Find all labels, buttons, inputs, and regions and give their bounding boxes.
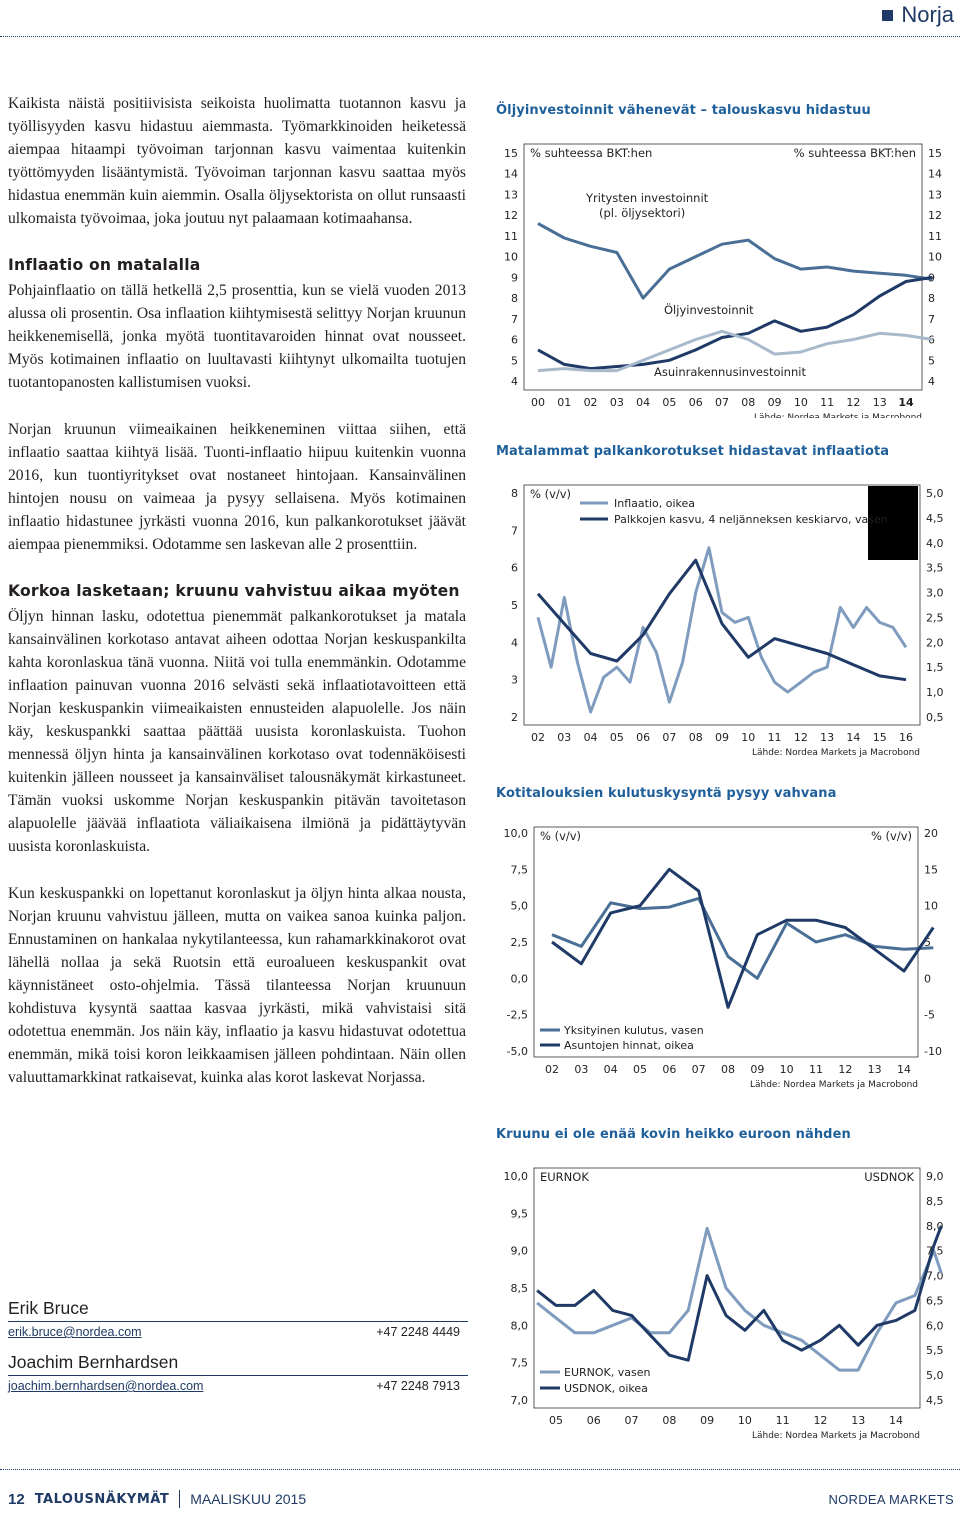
chart-oil-investment — [496, 103, 954, 423]
y-tick-label-right: 4 — [928, 375, 935, 388]
y-tick-label-right: 3,5 — [926, 561, 944, 575]
x-tick-label: 02 — [545, 1063, 559, 1076]
author-phone: +47 2248 7913 — [376, 1379, 460, 1393]
chart-title: Kruunu ei ole enää kovin heikko euroon nähden — [496, 1127, 851, 1142]
x-tick-label: 03 — [557, 731, 572, 744]
x-tick-label: 05 — [633, 1063, 647, 1076]
y-tick-label-left: 10 — [504, 250, 518, 264]
chart-svg — [496, 801, 954, 1091]
author-name: Erik Bruce — [8, 1298, 468, 1322]
x-tick-label: 14 — [898, 396, 914, 409]
y-tick-label-left: 9 — [511, 271, 518, 285]
x-tick-label: 11 — [767, 731, 782, 744]
paragraph-5: Kun keskuspankki on lopettanut koronlaskut ja öljyn hinta alkaa nousta, Norjan kruunu vahvistuu jälleen, mutta on vaikea sanoa kuinka paljon. Ennustaminen on hankalaa nykytilanteessa, kun rahamarkkinakorot ovat lähellä nollaa ja sekä Ruotsin että euroalueen keskuspankit ovat käynnistäneet osto-ohjelmia. Tässä tilanteessa Norjan kruunuun kohdistuva kysyntä saattaa kasvaa jyrkästi, mikä vahvistaisi sitä odotettua enemmän. Jos näin käy, inflaatio ja kasvu hidastuvat odotettua enemmän, mikä toisi koron leikkaamisen jälleen pohdintaan. Näin ollen valuuttamarkkinat ratkaisevat, kuinka alas korot laskevat Norjassa. — [8, 885, 466, 1086]
author-block-2 — [8, 1352, 468, 1393]
y-tick-label-right: 7 — [928, 312, 935, 326]
legend-label: Asuntojen hinnat, oikea — [564, 1039, 694, 1052]
legend-label: Yksityinen kulutus, vasen — [564, 1024, 704, 1037]
header-divider — [0, 36, 960, 37]
left-axis-unit: EURNOK — [540, 1170, 589, 1184]
x-tick-label: 10 — [779, 1063, 794, 1076]
y-tick-label-right: 5 — [924, 936, 931, 949]
x-tick-label: 05 — [662, 396, 677, 409]
chart-title: Öljyinvestoinnit vähenevät – talouskasvu hidastuu — [496, 103, 871, 118]
issue-date: MAALISKUU 2015 — [190, 1491, 307, 1507]
y-tick-label-left: 13 — [504, 188, 518, 202]
plot-frame — [524, 144, 922, 390]
x-tick-label: 10 — [737, 1414, 752, 1427]
y-tick-label-right: 3,0 — [926, 586, 944, 600]
y-tick-label-right: 15 — [928, 147, 942, 160]
y-tick-label-left: 14 — [504, 167, 518, 181]
y-tick-label-left: 2 — [511, 711, 518, 724]
x-tick-label: 11 — [820, 396, 835, 409]
right-axis-unit: USDNOK — [864, 1170, 914, 1184]
y-tick-label-left: 8,5 — [510, 1282, 528, 1295]
chart-household-consumption — [496, 786, 954, 1096]
page-footer — [8, 1490, 954, 1508]
y-tick-label-left: 5,0 — [510, 899, 528, 913]
chart-svg — [496, 459, 954, 764]
y-tick-label-left: 3 — [511, 673, 518, 687]
x-tick-label: 06 — [662, 1063, 677, 1076]
y-tick-label-left: 10,0 — [503, 1170, 528, 1183]
author-email-link[interactable]: erik.bruce@nordea.com — [8, 1325, 142, 1339]
paragraph-2: Pohjainflaatio on tällä hetkellä 2,5 prosenttia, kun se vielä vuoden 2013 alussa oli prosentin. Osa inflaation kiihtymisestä selittyy Norjan kruunun heikkenemisellä, jonka myötä tuontitavaroiden hinnat ovat nousseet. Myös kotimainen inflaatio on luultavasti kiihtynyt ulkomailta tuotujen tuotantopanosten kallistumisen vuoksi. — [8, 282, 466, 391]
x-tick-label: 10 — [741, 731, 756, 744]
y-tick-label-left: 15 — [504, 147, 518, 160]
chart-title: Matalammat palkankorotukset hidastavat inflaatiota — [496, 444, 890, 459]
author-email-link[interactable]: joachim.bernhardsen@nordea.com — [8, 1379, 204, 1393]
x-tick-label: 08 — [688, 731, 703, 744]
y-tick-label-left: 0,0 — [510, 972, 528, 986]
left-axis-unit: % suhteessa BKT:hen — [530, 146, 653, 160]
y-tick-label-right: 11 — [928, 229, 942, 243]
y-tick-label-left: 11 — [504, 229, 518, 243]
y-tick-label-left: 5 — [511, 599, 518, 612]
y-tick-label-right: 8,0 — [926, 1219, 944, 1233]
y-tick-label-left: 7 — [511, 524, 518, 538]
x-tick-label: 05 — [549, 1414, 563, 1427]
article-column — [8, 92, 466, 1089]
legend-label: Inflaatio, oikea — [614, 497, 695, 510]
paragraph-4: Öljyn hinnan lasku, odotettua pienemmät palkankorotukset ja matala kansainvälinen korkotaso antavat aiheen odottaa Norjan keskuspankilta kahta koronlaskua tänä vuonna. Niitä voi tulla enemmänkin. Odotamme inflaation painuvan vuonna 2016 selvästi sekä inflaatiotavoitteen että Norjan keskuspankin viimeaikaisten ennusteiden alapuolelle. Jos näin käy, keskuspankki saattaa päättää uusista koronlaskuista. Tuohon mennessä öljyn hinta ja kansainvälinen korkotaso ovat todennäköisesti kuitenkin jälleen nousseet ja kansainväliset talousnäkymät kirkastuneet. Tämän vuoksi uskomme Norjan keskuspankin pitävän tavoitetason alapuolelle jäävää inflaatiota väliaikaisena ilmiönä ja pidättäytyvän uusista koronlaskuista. — [8, 608, 466, 855]
country-label: Norja — [901, 2, 954, 27]
section-heading-inflation: Inflaatio on matalalla — [8, 256, 201, 274]
y-tick-label-left: -5,0 — [506, 1045, 528, 1058]
x-tick-label: 07 — [624, 1414, 639, 1427]
y-tick-label-left: 7,5 — [510, 1356, 528, 1370]
series-line-2 — [538, 277, 932, 368]
y-tick-label-right: 6,5 — [926, 1294, 944, 1308]
y-tick-label-right: 8,5 — [926, 1194, 944, 1208]
series-line-1 — [552, 898, 933, 978]
y-tick-label-right: 20 — [924, 827, 938, 840]
y-tick-label-right: 8 — [928, 292, 935, 306]
page-number: 12 — [8, 1490, 25, 1508]
y-tick-label-right: 10 — [928, 250, 942, 264]
series-label: Öljyinvestoinnit — [664, 303, 754, 317]
chart-title: Kotitalouksien kulutuskysyntä pysyy vahvana — [496, 786, 837, 801]
x-tick-label: 16 — [899, 731, 913, 744]
x-tick-label: 13 — [867, 1063, 882, 1076]
paragraph-3: Norjan kruunun viimeaikainen heikkeneminen viittaa siihen, että inflaatio saattaa kiihtyä lisää. Tuonti-inflaatio hiipuu kuitenkin vuonna 2016, kun tuontiyritykset ovat nostaneet hintojaan. Kansainvälinen hintojen nousu on vaimeaa ja pysyy sellaisena. Myös kotimainen inflaatio hidastunee jyrkästi vuonna 2016, kun palkankorotukset jäävät aiempaa pienemmiksi. Odotamme sen laskevan alle 2 prosenttiin. — [8, 421, 466, 553]
x-tick-label: 10 — [793, 396, 808, 409]
y-tick-label-left: 8 — [511, 487, 518, 500]
x-tick-label: 09 — [767, 396, 782, 409]
x-tick-label: 07 — [662, 731, 677, 744]
y-tick-label-right: 0 — [924, 972, 931, 986]
y-tick-label-right: 9 — [928, 271, 935, 285]
left-axis-unit: % (v/v) — [540, 829, 582, 843]
y-tick-label-left: 8,0 — [510, 1319, 528, 1333]
y-tick-label-left: 4 — [511, 636, 518, 650]
series-line-1 — [538, 548, 906, 712]
x-tick-label: 01 — [557, 396, 572, 409]
source-note: Lähde: Nordea Markets ja Macrobond — [751, 1431, 920, 1441]
x-tick-label: 07 — [691, 1063, 706, 1076]
y-tick-label-left: -2,5 — [506, 1008, 528, 1022]
x-tick-label: 08 — [662, 1414, 677, 1427]
right-axis-unit: % suhteessa BKT:hen — [793, 146, 916, 160]
x-tick-label: 13 — [851, 1414, 866, 1427]
y-tick-label-right: 0,5 — [926, 711, 944, 724]
source-note: Lähde: Nordea Markets ja Macrobond — [749, 1080, 918, 1090]
x-tick-label: 11 — [775, 1414, 790, 1427]
author-contact — [8, 1379, 468, 1393]
x-tick-label: 03 — [609, 396, 624, 409]
x-tick-label: 12 — [793, 731, 808, 744]
y-tick-label-right: 2,5 — [926, 611, 944, 625]
y-tick-label-left: 6 — [511, 561, 518, 575]
x-tick-label: 14 — [897, 1063, 911, 1076]
author-contact — [8, 1325, 468, 1339]
series-label: Yritysten investoinnit — [586, 191, 709, 205]
y-tick-label-left: 8 — [511, 292, 518, 306]
y-tick-label-right: 7,0 — [926, 1269, 944, 1283]
x-tick-label: 13 — [820, 731, 835, 744]
square-icon — [882, 10, 893, 21]
footer-divider — [0, 1469, 960, 1470]
country-tag — [882, 2, 954, 28]
series-line-2 — [537, 1226, 941, 1360]
y-tick-label-right: 2,0 — [926, 636, 944, 650]
x-tick-label: 11 — [809, 1063, 823, 1076]
source-note: Lähde: Nordea Markets ja Macrobond — [751, 748, 920, 758]
x-tick-label: 02 — [583, 396, 598, 409]
legend-label: Palkkojen kasvu, 4 neljänneksen keskiarvo, vasen — [614, 513, 888, 526]
y-tick-label-right: 6,0 — [926, 1319, 944, 1333]
chart-svg — [496, 1142, 954, 1442]
y-tick-label-right: 1,0 — [926, 686, 944, 700]
x-tick-label: 04 — [603, 1063, 618, 1076]
x-tick-label: 06 — [636, 731, 651, 744]
y-tick-label-right: 5,0 — [926, 487, 944, 500]
x-tick-label: 09 — [750, 1063, 765, 1076]
chart-krone-euro — [496, 1127, 954, 1447]
y-tick-label-left: 7 — [511, 312, 518, 326]
y-tick-label-left: 4 — [511, 375, 518, 388]
x-tick-label: 07 — [715, 396, 729, 409]
y-tick-label-right: 7,5 — [926, 1244, 944, 1258]
series-line-2 — [538, 560, 906, 680]
y-tick-label-left: 12 — [504, 209, 518, 223]
y-tick-label-right: 4,0 — [926, 536, 944, 550]
brand-name: NORDEA MARKETS — [828, 1491, 954, 1507]
legend-label: USDNOK, oikea — [564, 1382, 648, 1395]
x-tick-label: 09 — [715, 731, 729, 744]
y-tick-label-right: 5,0 — [926, 1369, 944, 1383]
y-tick-label-right: 15 — [924, 863, 938, 877]
x-tick-label: 15 — [872, 731, 887, 744]
x-tick-label: 00 — [531, 396, 545, 409]
y-tick-label-left: 5 — [511, 354, 518, 368]
y-tick-label-left: 9,5 — [510, 1207, 528, 1221]
x-tick-label: 04 — [636, 396, 651, 409]
y-tick-label-right: 1,5 — [926, 661, 944, 675]
y-tick-label-right: -5 — [924, 1008, 935, 1022]
chart-wages-inflation — [496, 444, 954, 769]
section-heading-rates: Korkoa lasketaan; kruunu vahvistuu aikaa myöten — [8, 582, 460, 600]
x-tick-label: 14 — [846, 731, 861, 744]
y-tick-label-right: 12 — [928, 209, 942, 223]
y-tick-label-right: 4,5 — [926, 1394, 944, 1407]
x-tick-label: 06 — [586, 1414, 601, 1427]
y-tick-label-right: 10 — [924, 899, 938, 913]
source-note: Lähde: Nordea Markets ja Macrobond — [753, 413, 922, 418]
x-tick-label: 02 — [531, 731, 545, 744]
x-tick-label: 12 — [846, 396, 861, 409]
series-line-1 — [538, 224, 932, 299]
author-phone: +47 2248 4449 — [376, 1325, 460, 1339]
y-tick-label-left: 6 — [511, 333, 518, 347]
y-tick-label-left: 10,0 — [503, 827, 528, 840]
x-tick-label: 08 — [741, 396, 756, 409]
y-tick-label-right: 5,5 — [926, 1344, 944, 1358]
series-label: Asuinrakennusinvestoinnit — [654, 365, 806, 379]
x-tick-label: 08 — [721, 1063, 735, 1076]
y-tick-label-right: 4,5 — [926, 511, 944, 525]
series-line-2 — [552, 869, 933, 1007]
chart-svg — [496, 118, 954, 418]
y-tick-label-right: -10 — [924, 1045, 942, 1058]
y-tick-label-right: 14 — [928, 167, 942, 181]
x-tick-label: 12 — [813, 1414, 828, 1427]
y-tick-label-left: 7,5 — [510, 863, 528, 877]
paragraph-1: Kaikista näistä positiivisista seikoista huolimatta tuotannon kasvu ja työllisyyden kasvu hidastuu aiemmasta. Työmarkkinoiden heiketessä aiempaa hitaampi työvoiman tarjonnan kasvu vaimentaa kuitenkin työttömyyden lisääntymistä. Työvoiman tarjonnan kasvu saattaa myös hidastua enemmän kuin aiemmin. Osalla öljysektorista on ollut runsaasti ulkomaista työvoimaa, joka joutuu nyt palaamaan kotimaahansa. — [8, 95, 466, 227]
y-tick-label-right: 13 — [928, 188, 942, 202]
y-tick-label-right: 5 — [928, 354, 935, 368]
y-tick-label-left: 2,5 — [510, 936, 528, 949]
footer-separator — [179, 1490, 180, 1508]
x-tick-label: 13 — [872, 396, 887, 409]
x-tick-label: 04 — [583, 731, 598, 744]
author-name: Joachim Bernhardsen — [8, 1352, 468, 1376]
x-tick-label: 05 — [609, 731, 624, 744]
x-tick-label: 03 — [574, 1063, 589, 1076]
x-tick-label: 12 — [838, 1063, 853, 1076]
publication-name: TALOUSNÄKYMÄT — [34, 1491, 170, 1507]
right-axis-unit: % (v/v) — [870, 829, 912, 843]
y-tick-label-right: 9,0 — [926, 1170, 944, 1183]
series-line-1 — [537, 1228, 941, 1370]
x-tick-label: 14 — [889, 1414, 903, 1427]
x-tick-label: 09 — [700, 1414, 715, 1427]
x-tick-label: 06 — [688, 396, 703, 409]
author-block-1 — [8, 1298, 468, 1339]
y-tick-label-right: 6 — [928, 333, 935, 347]
y-tick-label-left: 9,0 — [510, 1244, 528, 1258]
y-tick-label-left: 7,0 — [510, 1394, 528, 1407]
legend-label: EURNOK, vasen — [564, 1366, 651, 1379]
series-label: (pl. öljysektori) — [599, 206, 686, 220]
left-axis-unit: % (v/v) — [530, 487, 572, 501]
